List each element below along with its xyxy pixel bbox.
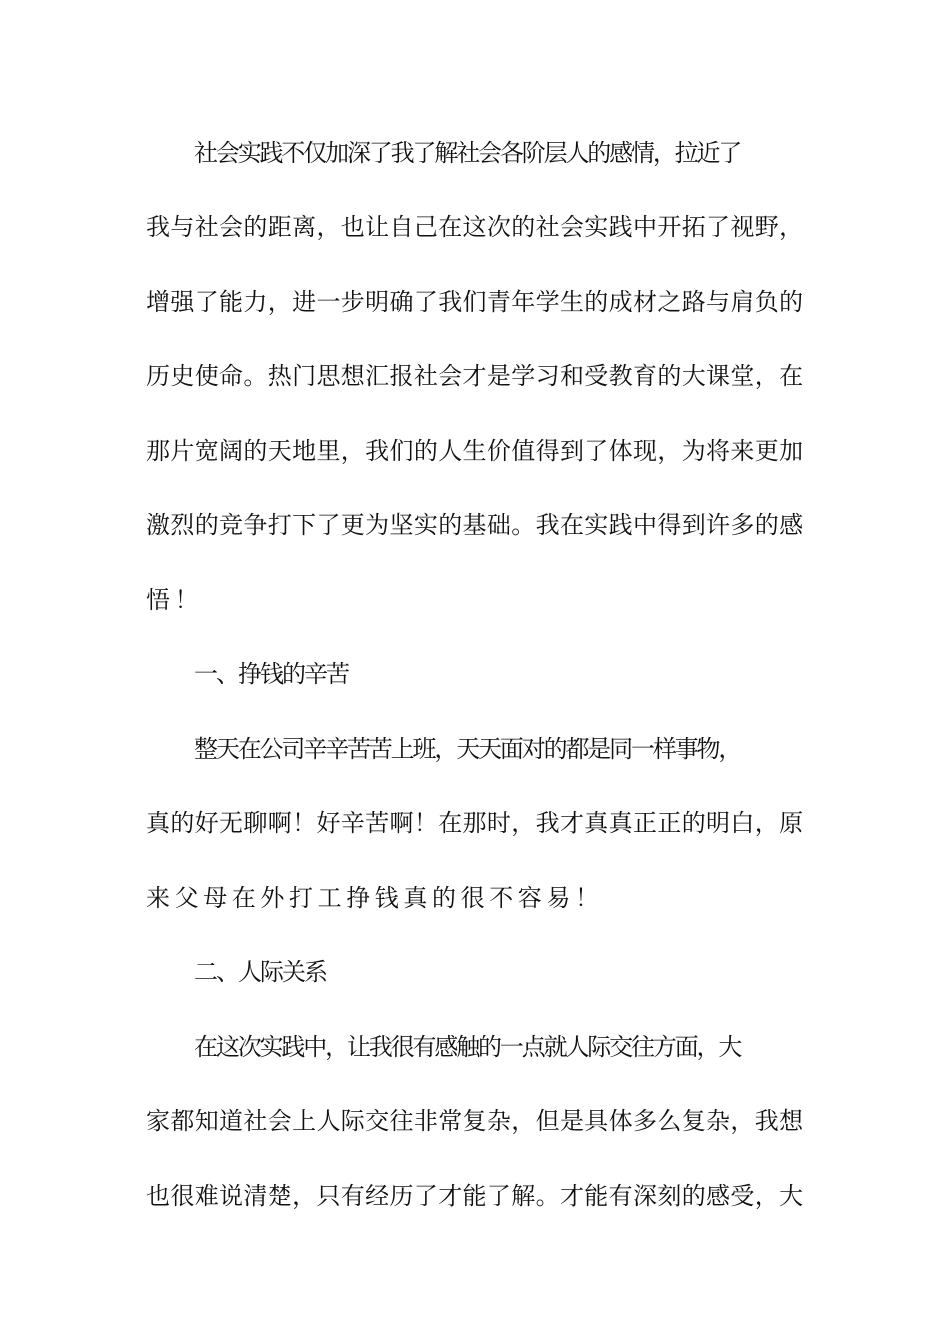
paragraph-line: 来父母在外打工挣钱真的很不容易！ [146, 884, 604, 912]
paragraph-line: 增强了能力，进一步明确了我们青年学生的成材之路与肩负的 [146, 288, 804, 316]
paragraph-line: 在这次实践中，让我很有感触的一点就人际交往方面，大 [194, 1033, 741, 1061]
paragraph-line: 那片宽阔的天地里，我们的人生价值得到了体现，为将来更加 [146, 437, 804, 465]
paragraph-line: 社会实践不仅加深了我了解社会各阶层人的感情，拉近了 [194, 139, 741, 167]
paragraph-line: 激烈的竞争打下了更为坚实的基础。我在实践中得到许多的感 [146, 511, 804, 539]
paragraph-line: 真的好无聊啊！好辛苦啊！在那时，我才真真正正的明白，原 [146, 809, 804, 837]
section-heading: 二、人际关系 [194, 958, 326, 986]
section-heading: 一、挣钱的辛苦 [194, 660, 348, 688]
paragraph-line: 悟！ [146, 586, 204, 614]
paragraph-line: 整天在公司辛辛苦苦上班，天天面对的都是同一样事物， [194, 735, 741, 763]
paragraph-line: 也很难说清楚，只有经历了才能了解。才能有深刻的感受，大 [146, 1182, 804, 1210]
paragraph-line: 家都知道社会上人际交往非常复杂，但是具体多么复杂，我想 [146, 1107, 804, 1135]
paragraph-line: 历史使命。热门思想汇报社会才是学习和受教育的大课堂，在 [146, 362, 804, 390]
paragraph-line: 我与社会的距离，也让自己在这次的社会实践中开拓了视野， [146, 213, 804, 241]
